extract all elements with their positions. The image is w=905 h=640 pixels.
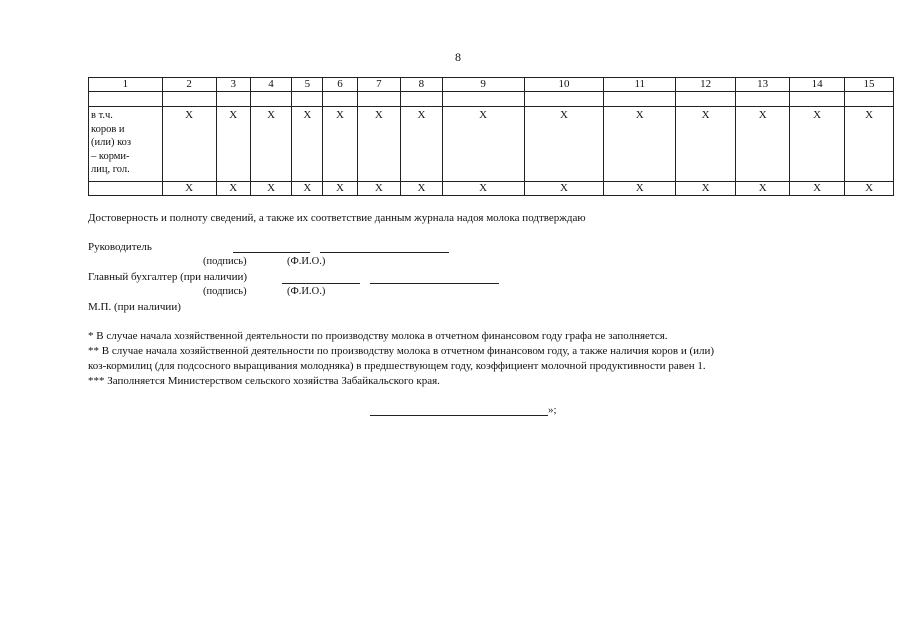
accountant-signature-line [282,283,360,284]
data-row [89,107,894,182]
x-mark-cell: X [676,107,736,182]
column-header: 13 [736,78,790,92]
x-mark-cell: X [292,182,323,196]
spacer-row [89,92,894,107]
x-mark-cell: X [401,182,442,196]
x-mark-cell: X [357,182,401,196]
head-label: Руководитель [88,241,152,253]
x-mark-cell: X [442,182,524,196]
x-mark-cell: X [790,182,845,196]
column-header: 14 [790,78,845,92]
empty-cell [89,182,163,196]
empty-cell [323,92,357,107]
accountant-name-line [370,283,499,284]
x-mark-cell: X [736,107,790,182]
x-mark-cell: X [676,182,736,196]
head-name-hint: (Ф.И.О.) [287,256,326,267]
empty-cell [216,92,250,107]
x-mark-cell: X [401,107,442,182]
x-mark-cell: X [162,182,216,196]
empty-cell [736,92,790,107]
closing-mark: »; [548,404,557,416]
empty-cell [162,92,216,107]
column-header: 7 [357,78,401,92]
empty-cell [401,92,442,107]
column-header: 3 [216,78,250,92]
empty-cell [89,92,163,107]
x-mark-cell: X [216,107,250,182]
empty-cell [676,92,736,107]
column-header: 6 [323,78,357,92]
x-mark-cell: X [736,182,790,196]
column-header: 4 [250,78,291,92]
page-number: 8 [455,50,461,64]
column-header: 9 [442,78,524,92]
row-label-line: лиц, гол. [91,164,130,175]
data-row [89,182,894,196]
empty-cell [357,92,401,107]
accountant-name-hint: (Ф.И.О.) [287,286,326,297]
footnote: ** В случае начала хозяйственной деятельности по производству молока в отчетном финансовом году, а также наличия коров и (или) [88,345,715,357]
row-label-line: в т.ч. [91,110,113,121]
accountant-label: Главный бухгалтер (при наличии) [88,271,248,283]
column-header: 1 [89,78,163,92]
row-label-line: коров и [91,123,125,135]
x-mark-cell: X [323,107,357,182]
x-mark-cell: X [323,182,357,196]
stamp-label: М.П. (при наличии) [88,301,181,313]
head-name-line [320,252,449,253]
footnote: коз-кормилиц (для подсосного выращивания молодняка) в предшествующем году, коэффициент молочной продуктивности равен 1. [88,360,706,372]
closing-line [370,415,548,416]
column-header: 15 [845,78,894,92]
empty-cell [442,92,524,107]
column-header: 8 [401,78,442,92]
empty-cell [292,92,323,107]
form-table [88,77,894,196]
x-mark-cell: X [845,107,894,182]
head-signature-hint: (подпись) [203,256,247,267]
row-label [89,107,163,182]
x-mark-cell: X [442,107,524,182]
x-mark-cell: X [250,182,291,196]
x-mark-cell: X [604,107,676,182]
head-signature-line [233,252,310,253]
column-header: 12 [676,78,736,92]
x-mark-cell: X [357,107,401,182]
column-header: 11 [604,78,676,92]
x-mark-cell: X [524,107,604,182]
x-mark-cell: X [845,182,894,196]
empty-cell [604,92,676,107]
x-mark-cell: X [604,182,676,196]
accountant-signature-hint: (подпись) [203,286,247,297]
column-header: 10 [524,78,604,92]
confirmation-text: Достоверность и полноту сведений, а также их соответствие данным журнала надоя молока подтверждаю [88,212,586,224]
empty-cell [524,92,604,107]
x-mark-cell: X [250,107,291,182]
x-mark-cell: X [216,182,250,196]
x-mark-cell: X [524,182,604,196]
footnote: * В случае начала хозяйственной деятельности по производству молока в отчетном финансовом году графа не заполняется. [88,330,668,342]
row-label-line: – корми- [91,150,130,162]
x-mark-cell: X [790,107,845,182]
footnote: *** Заполняется Министерством сельского хозяйства Забайкальского края. [88,375,440,387]
x-mark-cell: X [292,107,323,182]
column-header: 5 [292,78,323,92]
column-header: 2 [162,78,216,92]
header-row [89,78,894,92]
empty-cell [250,92,291,107]
x-mark-cell: X [162,107,216,182]
row-label-line: (или) коз [91,137,132,148]
empty-cell [790,92,845,107]
empty-cell [845,92,894,107]
